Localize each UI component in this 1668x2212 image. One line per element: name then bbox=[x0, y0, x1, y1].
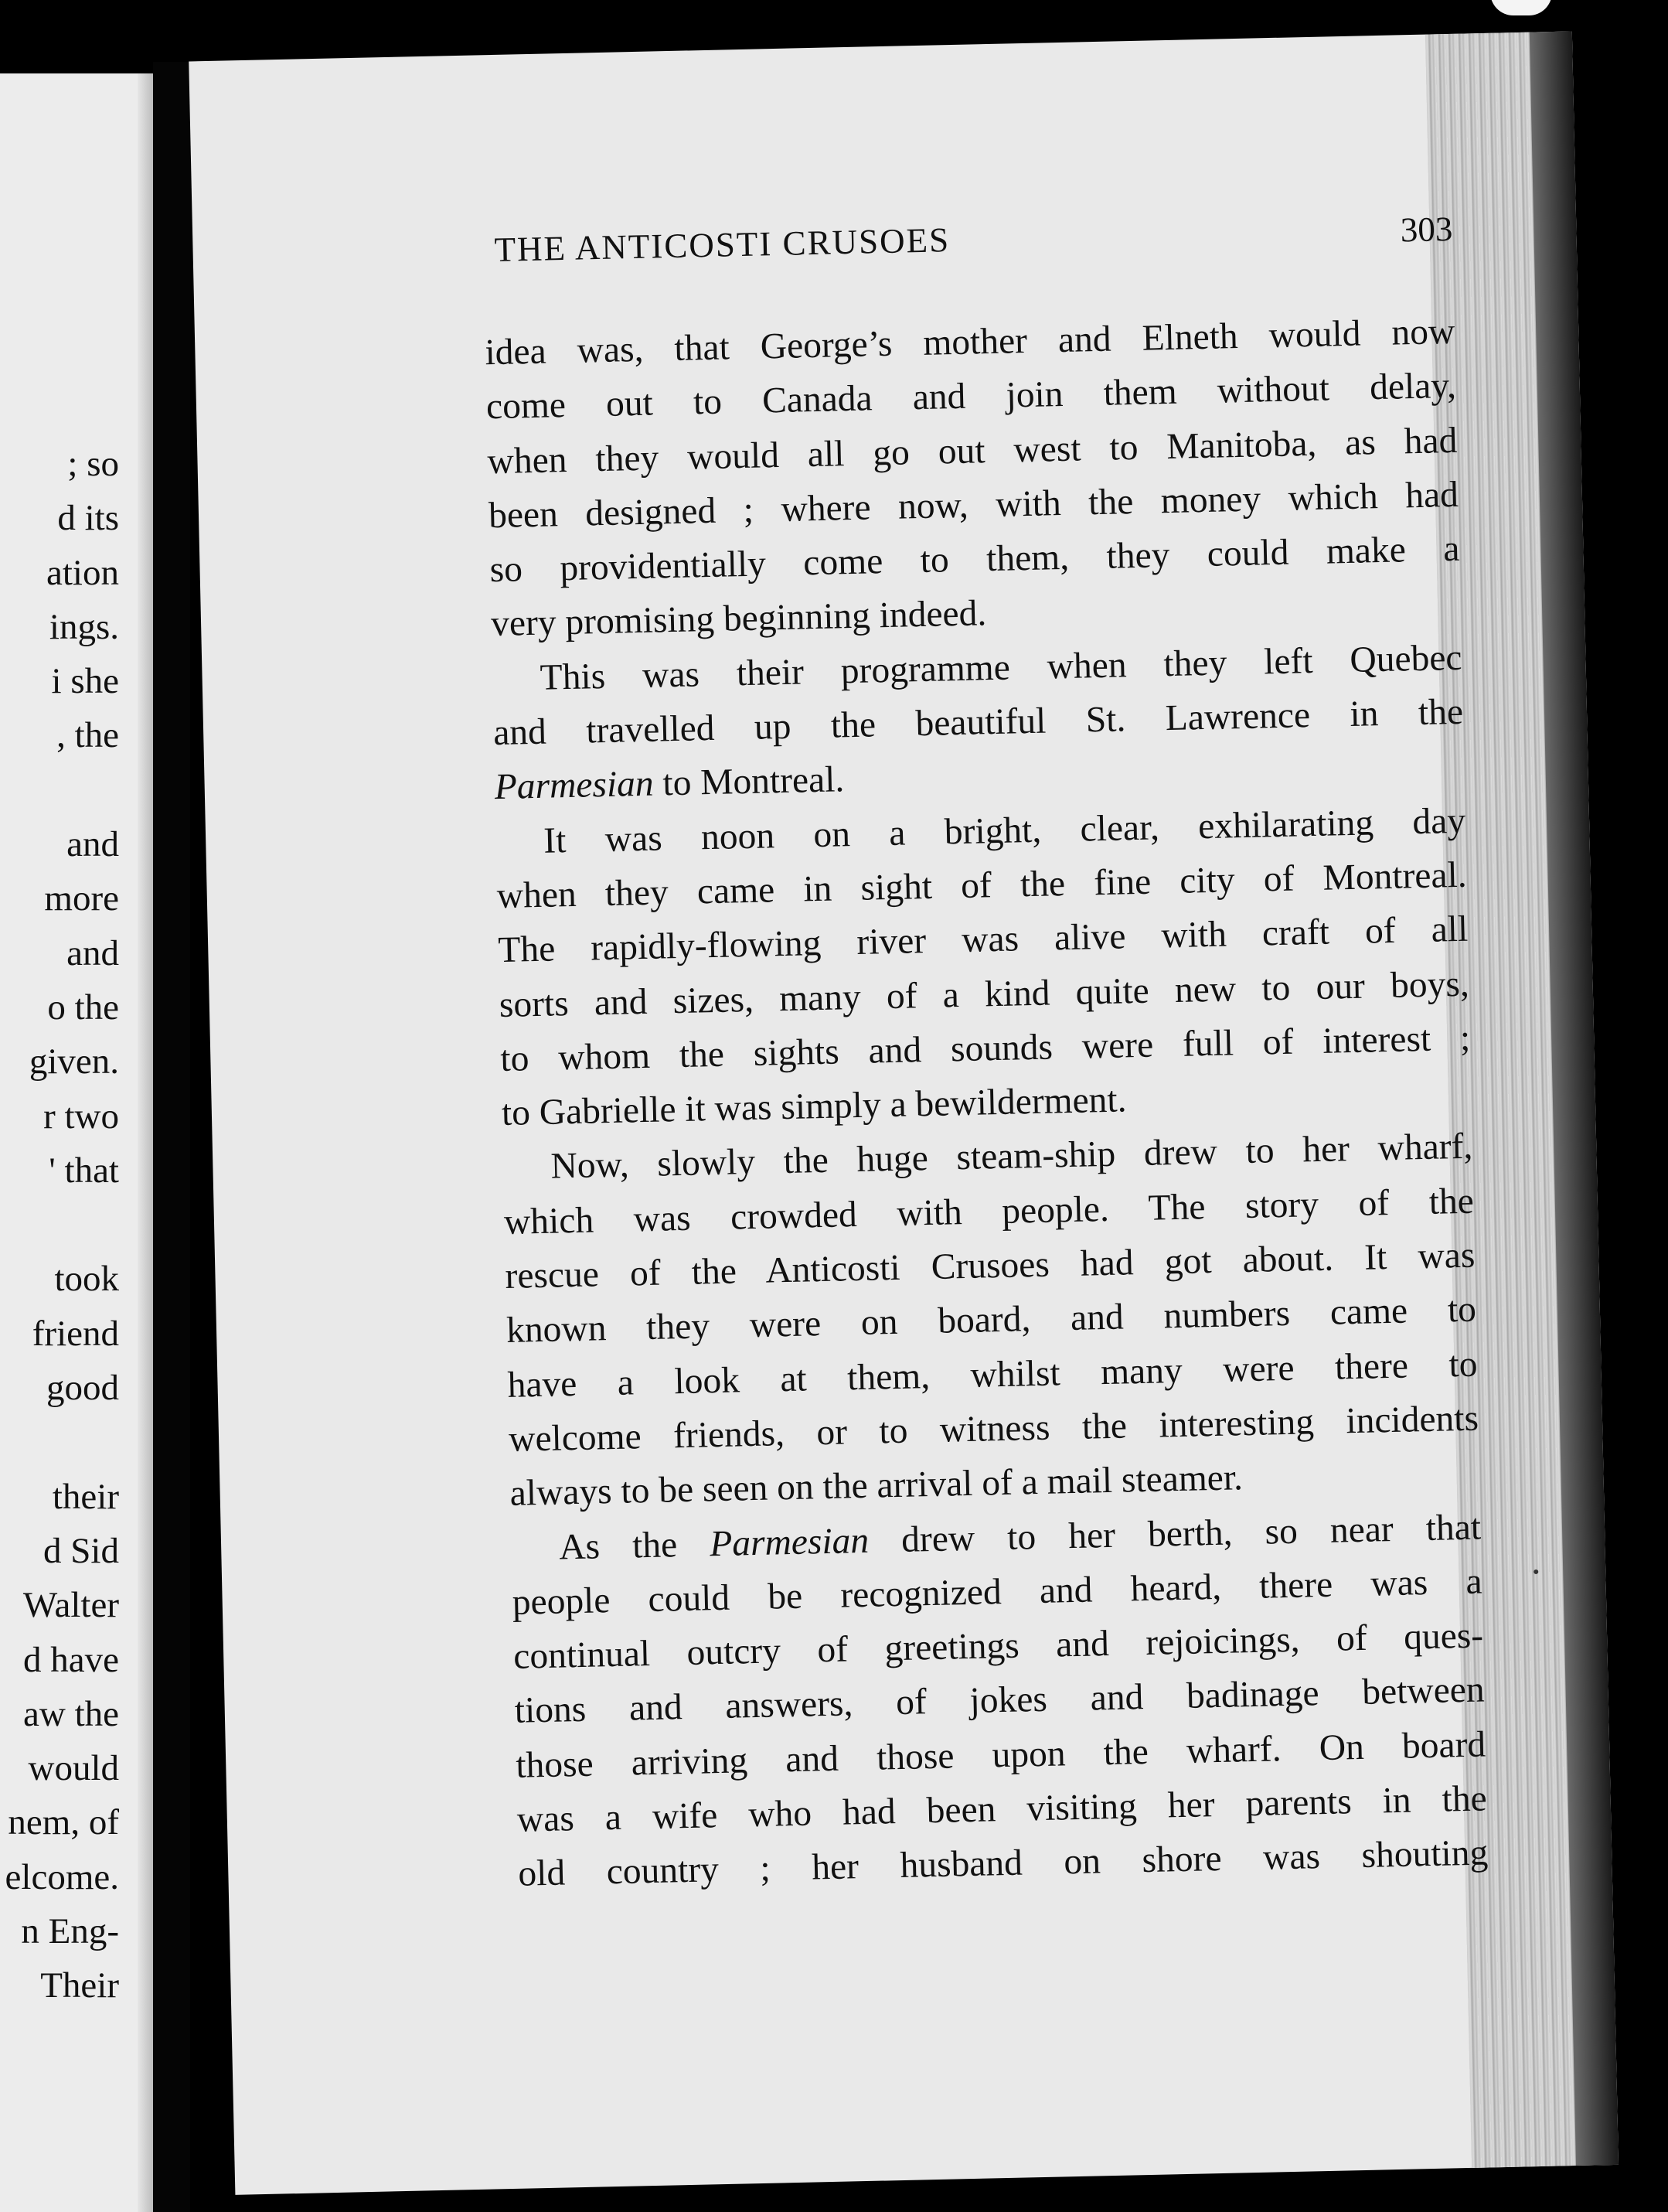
text-run: to Montreal. bbox=[653, 759, 845, 804]
text-run: continual outcry of greetings and rejoicings, of ques- bbox=[512, 1615, 1484, 1677]
text-run: to whom the sights and sounds were full of interest ; bbox=[499, 1017, 1471, 1079]
text-run: to Gabrielle it was simply a bewilderment. bbox=[501, 1079, 1127, 1134]
scan-artifact bbox=[1490, 0, 1552, 15]
left-page-line: ings. bbox=[49, 606, 119, 647]
left-page-line: ' that bbox=[49, 1150, 119, 1191]
text-run: old country ; her husband on shore was shouting bbox=[517, 1832, 1489, 1895]
text-run: those arriving and those upon the wharf. On board bbox=[515, 1724, 1486, 1786]
text-run: known they were on board, and numbers came to bbox=[506, 1289, 1477, 1351]
left-page-line bbox=[5, 763, 119, 817]
left-page-line: elcome. bbox=[5, 1856, 119, 1897]
text-run: It was noon on a bright, clear, exhilarating day bbox=[543, 800, 1466, 861]
text-run: was a wife who had been visiting her parents in the bbox=[516, 1778, 1488, 1840]
text-run: when they came in sight of the fine city of Montreal. bbox=[496, 854, 1468, 917]
running-head bbox=[494, 209, 1453, 269]
text-run: This was their programme when they left Quebec bbox=[540, 637, 1462, 698]
ship-name-italic: Parmesian bbox=[494, 764, 655, 808]
text-run: and travelled up the beautiful St. Lawrence in the bbox=[492, 691, 1464, 754]
left-page-line: friend bbox=[32, 1313, 119, 1354]
text-run: idea was, that George’s mother and Elneth would now bbox=[484, 311, 1455, 373]
text-run: so providentially come to them, they could make a bbox=[489, 529, 1460, 591]
left-page-line: Walter bbox=[22, 1585, 119, 1626]
text-run: sorts and sizes, many of a kind quite new to our boys, bbox=[499, 963, 1470, 1025]
left-page-text-fragments bbox=[5, 437, 119, 2013]
text-run: come out to Canada and join them without delay, bbox=[485, 366, 1457, 428]
book-gutter bbox=[153, 62, 190, 2212]
text-run: tions and answers, of jokes and badinage between bbox=[514, 1669, 1486, 1732]
text-run: have a look at them, whilst many were there to bbox=[507, 1344, 1478, 1406]
left-page-line: i she bbox=[51, 661, 119, 702]
text-run: rescue of the Anticosti Crusoes had got about. It was bbox=[505, 1235, 1476, 1297]
text-run: been designed ; where now, with the money which had bbox=[488, 474, 1459, 537]
ship-name-italic: Parmesian bbox=[709, 1520, 870, 1564]
left-page-line: nem, of bbox=[8, 1802, 119, 1843]
text-run: which was crowded with people. The story of the bbox=[503, 1181, 1475, 1242]
left-page-line: aw the bbox=[23, 1693, 119, 1734]
text-run: drew to her berth, so near that bbox=[868, 1507, 1482, 1561]
left-page-line: would bbox=[28, 1748, 119, 1789]
left-page-line: d its bbox=[57, 498, 119, 539]
left-page-line bbox=[5, 1415, 119, 1469]
text-run: when they would all go out west to Manitoba, as had bbox=[487, 420, 1458, 482]
left-page-line: d have bbox=[23, 1639, 119, 1680]
left-page-line: , the bbox=[56, 715, 119, 756]
left-page-line: o the bbox=[47, 987, 119, 1028]
text-run: always to be seen on the arrival of a mail steamer. bbox=[509, 1457, 1244, 1515]
left-page-line: Their bbox=[40, 1965, 119, 2006]
left-page-line bbox=[5, 1198, 119, 1252]
left-page-line: and bbox=[66, 932, 119, 973]
text-run: As the bbox=[558, 1523, 710, 1568]
left-facing-page bbox=[0, 73, 153, 2212]
left-page-line: took bbox=[54, 1259, 119, 1300]
text-run: welcome friends, or to witness the interesting incidents bbox=[508, 1398, 1479, 1460]
text-run: people could be recognized and heard, there was a bbox=[512, 1561, 1483, 1623]
running-head-title: THE ANTICOSTI CRUSOES bbox=[494, 220, 951, 269]
text-run: very promising beginning indeed. bbox=[490, 593, 987, 645]
left-page-line: d Sid bbox=[43, 1530, 119, 1571]
text-run: Now, slowly the huge steam-ship drew to her wharf, bbox=[550, 1126, 1473, 1188]
left-page-line: ation bbox=[46, 552, 119, 593]
left-page-line: good bbox=[46, 1368, 119, 1409]
left-page-line: ; so bbox=[67, 444, 119, 484]
left-page-line: r two bbox=[43, 1096, 119, 1137]
left-page-line: and bbox=[66, 824, 119, 865]
page-number: 303 bbox=[1400, 209, 1453, 250]
left-page-gutter-shade bbox=[138, 73, 153, 2212]
left-page-line: more bbox=[44, 878, 119, 919]
text-run: The rapidly-flowing river was alive with craft of all bbox=[497, 908, 1469, 971]
page-303 bbox=[189, 31, 1619, 2194]
left-page-line: their bbox=[52, 1476, 119, 1517]
left-page-line: given. bbox=[29, 1041, 119, 1082]
body-text bbox=[485, 305, 1489, 1902]
left-page-line: n Eng- bbox=[21, 1911, 119, 1952]
